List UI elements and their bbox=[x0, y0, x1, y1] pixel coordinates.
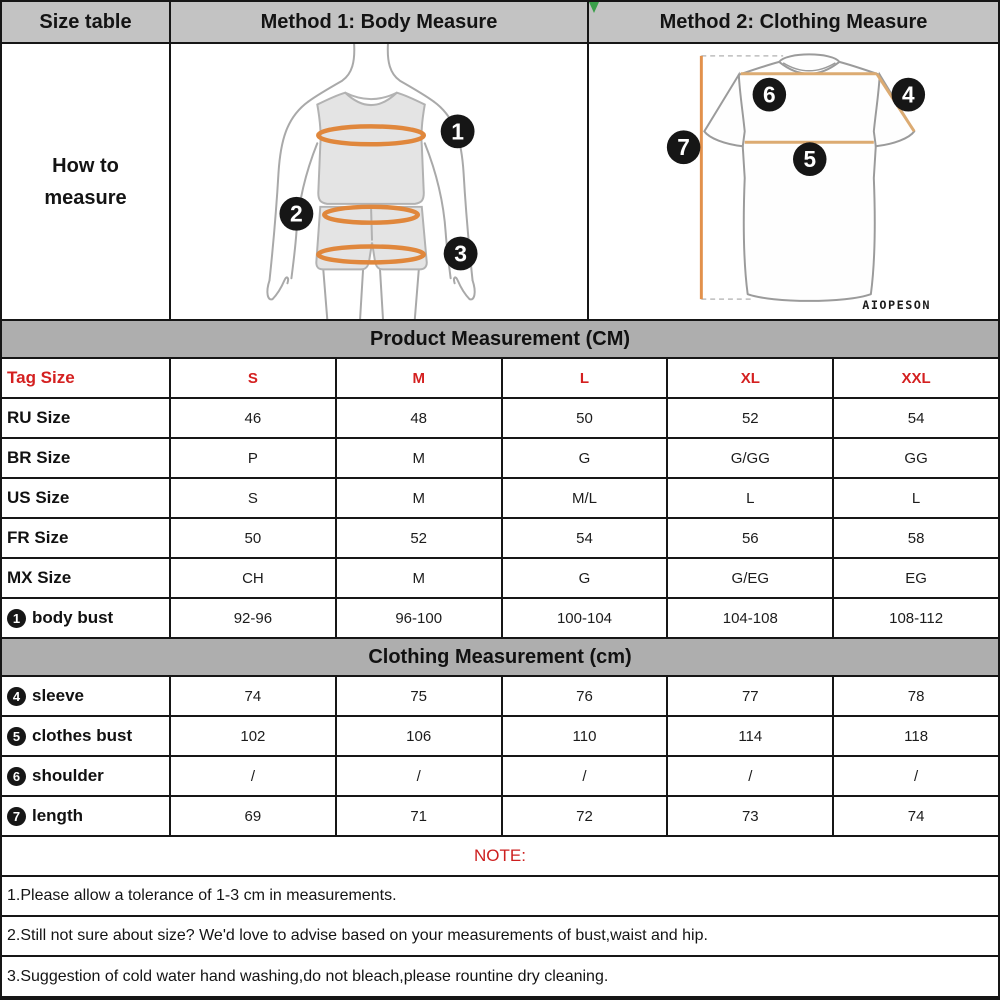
table-cell: 54 bbox=[501, 519, 667, 557]
svg-text:1: 1 bbox=[451, 118, 464, 145]
table-cell: 75 bbox=[335, 677, 501, 715]
table-cell: 48 bbox=[335, 399, 501, 437]
table-row bbox=[2, 479, 998, 519]
marker-length bbox=[667, 130, 701, 164]
note-text: 3.Suggestion of cold water hand washing,do not bleach,please rountine dry cleaning. bbox=[7, 967, 609, 985]
marker-waist bbox=[279, 197, 313, 231]
note-line bbox=[2, 957, 998, 996]
clothing-rows bbox=[2, 677, 998, 837]
table-cell: 72 bbox=[501, 797, 667, 835]
table-row bbox=[2, 559, 998, 599]
row-label-cell bbox=[2, 479, 169, 517]
row-label-cell bbox=[2, 757, 169, 795]
svg-text:3: 3 bbox=[454, 240, 467, 267]
row-label: body bust bbox=[32, 608, 114, 627]
row-label: MX Size bbox=[7, 568, 72, 587]
table-cell: S bbox=[169, 479, 335, 517]
header-row bbox=[2, 2, 998, 44]
table-cell: / bbox=[335, 757, 501, 795]
marker-clothes-bust bbox=[793, 142, 827, 176]
table-row bbox=[2, 797, 998, 837]
table-cell: P bbox=[169, 439, 335, 477]
table-cell: / bbox=[666, 757, 832, 795]
table-cell: 54 bbox=[832, 399, 998, 437]
row-label: clothes bust bbox=[32, 726, 133, 745]
header-method1: Method 1: Body Measure bbox=[169, 2, 587, 42]
marker-hip bbox=[444, 237, 478, 271]
tag-size-label: Tag Size bbox=[7, 368, 75, 387]
table-cell: 92-96 bbox=[169, 599, 335, 637]
how-to-measure-text: How to measure bbox=[44, 154, 127, 209]
row-label: BR Size bbox=[7, 448, 71, 467]
svg-text:2: 2 bbox=[290, 200, 303, 227]
table-row bbox=[2, 439, 998, 479]
size-col-xl: XL bbox=[666, 359, 832, 397]
table-cell: / bbox=[169, 757, 335, 795]
note-line bbox=[2, 917, 998, 957]
body-figure-illustration bbox=[171, 44, 587, 319]
table-cell: 118 bbox=[832, 717, 998, 755]
brand-label: AIOPESON bbox=[862, 298, 931, 313]
green-corner-artifact bbox=[589, 2, 599, 13]
header-method2 bbox=[587, 2, 998, 42]
size-col-l: L bbox=[501, 359, 667, 397]
table-cell: 106 bbox=[335, 717, 501, 755]
row-label-cell bbox=[2, 559, 169, 597]
size-col-xxl: XXL bbox=[832, 359, 998, 397]
table-cell: 78 bbox=[832, 677, 998, 715]
table-cell: 77 bbox=[666, 677, 832, 715]
row-label-cell bbox=[2, 717, 169, 755]
row-marker: 7 bbox=[7, 807, 26, 826]
table-cell: L bbox=[666, 479, 832, 517]
marker-bust bbox=[441, 114, 475, 148]
table-row bbox=[2, 677, 998, 717]
note-text: 1.Please allow a tolerance of 1-3 cm in measurements. bbox=[7, 887, 397, 904]
table-cell: 96-100 bbox=[335, 599, 501, 637]
row-marker: 5 bbox=[7, 727, 26, 746]
table-cell: GG bbox=[832, 439, 998, 477]
table-row bbox=[2, 757, 998, 797]
svg-text:5: 5 bbox=[803, 146, 817, 173]
note-text: 2.Still not sure about size? We'd love to advise based on your measurements of bust,waist and hip. bbox=[7, 927, 708, 944]
table-row bbox=[2, 519, 998, 559]
row-label-cell bbox=[2, 677, 169, 715]
product-rows bbox=[2, 399, 998, 639]
table-cell: 58 bbox=[832, 519, 998, 557]
size-col-s: S bbox=[169, 359, 335, 397]
table-row bbox=[2, 717, 998, 757]
table-cell: 73 bbox=[666, 797, 832, 835]
table-cell: 69 bbox=[169, 797, 335, 835]
row-label: RU Size bbox=[7, 408, 71, 427]
header-method2-label: Method 2: Clothing Measure bbox=[659, 10, 928, 33]
tshirt-illustration bbox=[589, 44, 998, 319]
table-row bbox=[2, 599, 998, 639]
table-cell: 100-104 bbox=[501, 599, 667, 637]
row-marker: 6 bbox=[7, 767, 26, 786]
note-line bbox=[2, 877, 998, 917]
marker-sleeve bbox=[892, 78, 926, 112]
row-marker: 4 bbox=[7, 687, 26, 706]
table-cell: 50 bbox=[501, 399, 667, 437]
svg-text:6: 6 bbox=[763, 81, 776, 108]
table-cell: / bbox=[501, 757, 667, 795]
table-cell: CH bbox=[169, 559, 335, 597]
table-cell: / bbox=[832, 757, 998, 795]
table-cell: M bbox=[335, 439, 501, 477]
table-cell: M/L bbox=[501, 479, 667, 517]
table-cell: 71 bbox=[335, 797, 501, 835]
row-label: sleeve bbox=[32, 686, 84, 705]
row-marker: 1 bbox=[7, 609, 26, 628]
table-cell: 102 bbox=[169, 717, 335, 755]
table-cell: M bbox=[335, 479, 501, 517]
table-cell: 46 bbox=[169, 399, 335, 437]
note-title: NOTE: bbox=[2, 837, 998, 877]
svg-text:7: 7 bbox=[677, 134, 690, 161]
table-cell: G bbox=[501, 559, 667, 597]
product-measurement-band: Product Measurement (CM) bbox=[2, 321, 998, 359]
table-cell: 74 bbox=[169, 677, 335, 715]
table-cell: G/EG bbox=[666, 559, 832, 597]
table-cell: 108-112 bbox=[832, 599, 998, 637]
table-cell: 56 bbox=[666, 519, 832, 557]
row-label: length bbox=[32, 806, 83, 825]
table-cell: 110 bbox=[501, 717, 667, 755]
table-cell: 52 bbox=[666, 399, 832, 437]
row-label: FR Size bbox=[7, 528, 69, 547]
row-label: shoulder bbox=[32, 766, 104, 785]
size-col-m: M bbox=[335, 359, 501, 397]
table-cell: G/GG bbox=[666, 439, 832, 477]
table-cell: 52 bbox=[335, 519, 501, 557]
table-cell: G bbox=[501, 439, 667, 477]
table-row bbox=[2, 399, 998, 439]
row-label-cell bbox=[2, 439, 169, 477]
table-cell: 50 bbox=[169, 519, 335, 557]
clothing-measure-illustration bbox=[587, 44, 998, 319]
row-label: US Size bbox=[7, 488, 70, 507]
marker-shoulder bbox=[753, 78, 787, 112]
table-cell: 104-108 bbox=[666, 599, 832, 637]
row-label-cell bbox=[2, 399, 169, 437]
tank-top-shape bbox=[317, 93, 424, 204]
table-cell: L bbox=[832, 479, 998, 517]
row-label-cell bbox=[2, 519, 169, 557]
clothing-measurement-band: Clothing Measurement (cm) bbox=[2, 639, 998, 677]
table-cell: 74 bbox=[832, 797, 998, 835]
row-label-cell bbox=[2, 797, 169, 835]
table-cell: EG bbox=[832, 559, 998, 597]
table-cell: M bbox=[335, 559, 501, 597]
how-to-measure-label bbox=[2, 44, 169, 319]
table-cell: 114 bbox=[666, 717, 832, 755]
row-label-cell bbox=[2, 599, 169, 637]
tag-size-header-row bbox=[2, 359, 998, 399]
svg-text:4: 4 bbox=[902, 81, 915, 108]
table-cell: 76 bbox=[501, 677, 667, 715]
note-lines bbox=[2, 877, 998, 996]
body-measure-illustration bbox=[169, 44, 587, 319]
tshirt-left-sleeve bbox=[704, 75, 744, 146]
header-size-table: Size table bbox=[39, 10, 132, 33]
illustration-row bbox=[2, 44, 998, 321]
